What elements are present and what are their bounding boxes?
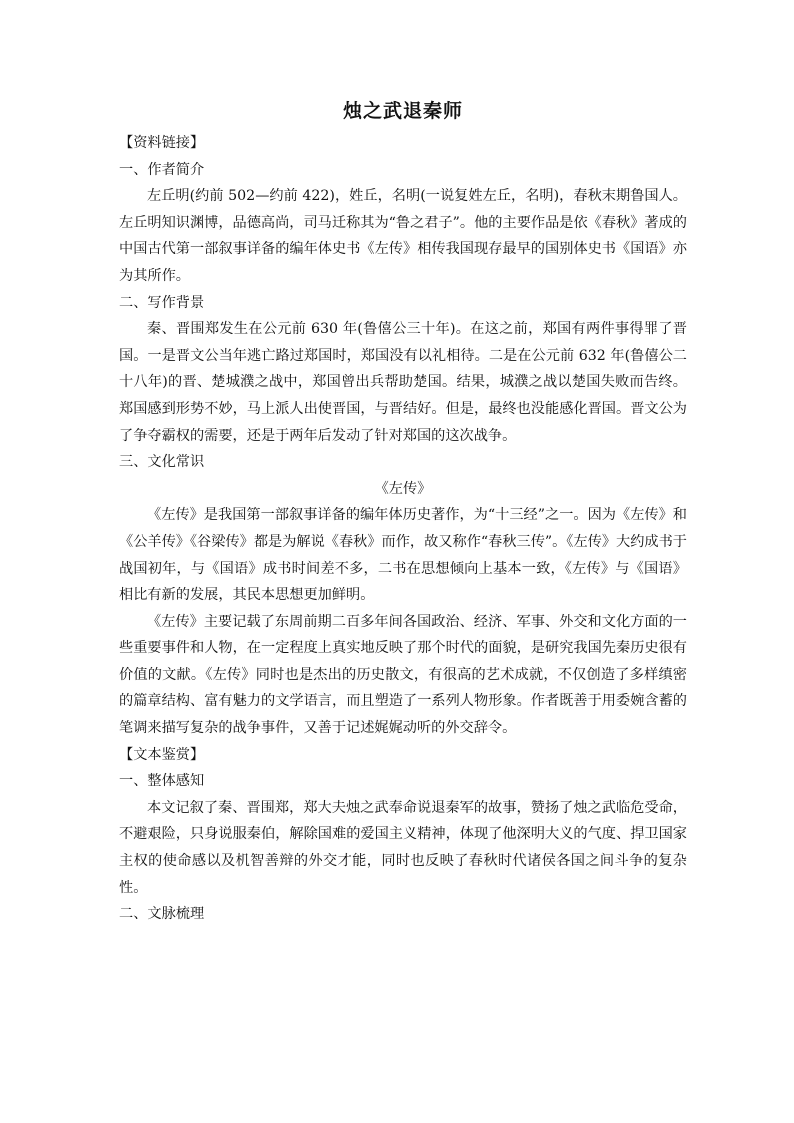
heading-text-structure: 二、文脉梳理 (119, 906, 205, 923)
heading-overall-perception: 一、整体感知 (119, 773, 205, 790)
section-heading-materials: 【资料链接】 (119, 135, 205, 151)
paragraph-overall-perception: 本文记叙了秦、晋围郑，郑大夫烛之武奉命说退秦军的故事，赞扬了烛之武临危受命，不避艰险，只身说服秦伯，解除国难的爱国主义精神，体现了他深明大义的气度、捍卫国家主权的使命感以及机智善辩的外交才能，同时也反映了春秋时代诸侯各国之间斗争的复杂性。 (119, 799, 687, 896)
paragraph-culture-1: 《左传》是我国第一部叙事详备的编年体历史著作，为“十三经”之一。因为《左传》和《公羊传》《谷梁传》都是为解说《春秋》而作，故又称作“春秋三传”。《左传》大约成书于战国初年，与《国语》成书时间差不多，二书在思想倾向上基本一致，《左传》与《国语》相比有新的发展，其民本思想更加鲜明。 (119, 507, 687, 604)
paragraph-writing-background: 秦、晋围郑发生在公元前 630 年(鲁僖公三十年)。在这之前，郑国有两件事得罪了晋国。一是晋文公当年逃亡路过郑国时，郑国没有以礼相待。二是在公元前 632 年(鲁僖公二十八年)的晋、楚城濮之战中，郑国曾出兵帮助楚国。结果，城濮之战以楚国失败而告终。郑国感到形势不妙，马上派人出使晋国，与晋结好。但是，最终也没能感化晋国。晋文公为了争夺霸权的需要，还是于两年后发动了针对郑国的这次战争。 (119, 321, 687, 444)
paragraph-culture-2: 《左传》主要记载了东周前期二百多年间各国政治、经济、军事、外交和文化方面的一些重要事件和人物，在一定程度上真实地反映了那个时代的面貌，是研究我国先秦历史很有价值的文献。《左传》同时也是杰出的历史散文，有很高的艺术成就，不仅创造了多样缜密的篇章结构、富有魅力的文学语言，而且塑造了一系列人物形象。作者既善于用委婉含蓄的笔调来描写复杂的战争事件，又善于记述娓娓动听的外交辞令。 (119, 613, 687, 737)
document-title: 烛之武退秦师 (342, 100, 463, 122)
heading-author-intro: 一、作者简介 (119, 161, 205, 178)
heading-cultural-knowledge: 三、文化常识 (119, 454, 205, 471)
paragraph-author-intro: 左丘明(约前 502—约前 422)，姓丘，名明(一说复姓左丘，名明)，春秋末期鲁国人。左丘明知识渊博，品德高尚，司马迁称其为“鲁之君子”。他的主要作品是依《春秋》著成的中国古代第一部叙事详备的编年体史书《左传》相传我国现存最早的国别体史书《国语》亦为其所作。 (119, 188, 687, 284)
section-heading-appreciation: 【文本鉴赏】 (119, 746, 205, 763)
document-page (119, 96, 687, 928)
heading-writing-background: 二、写作背景 (119, 294, 205, 311)
subtitle-zuozhuan: 《左传》 (374, 480, 432, 497)
